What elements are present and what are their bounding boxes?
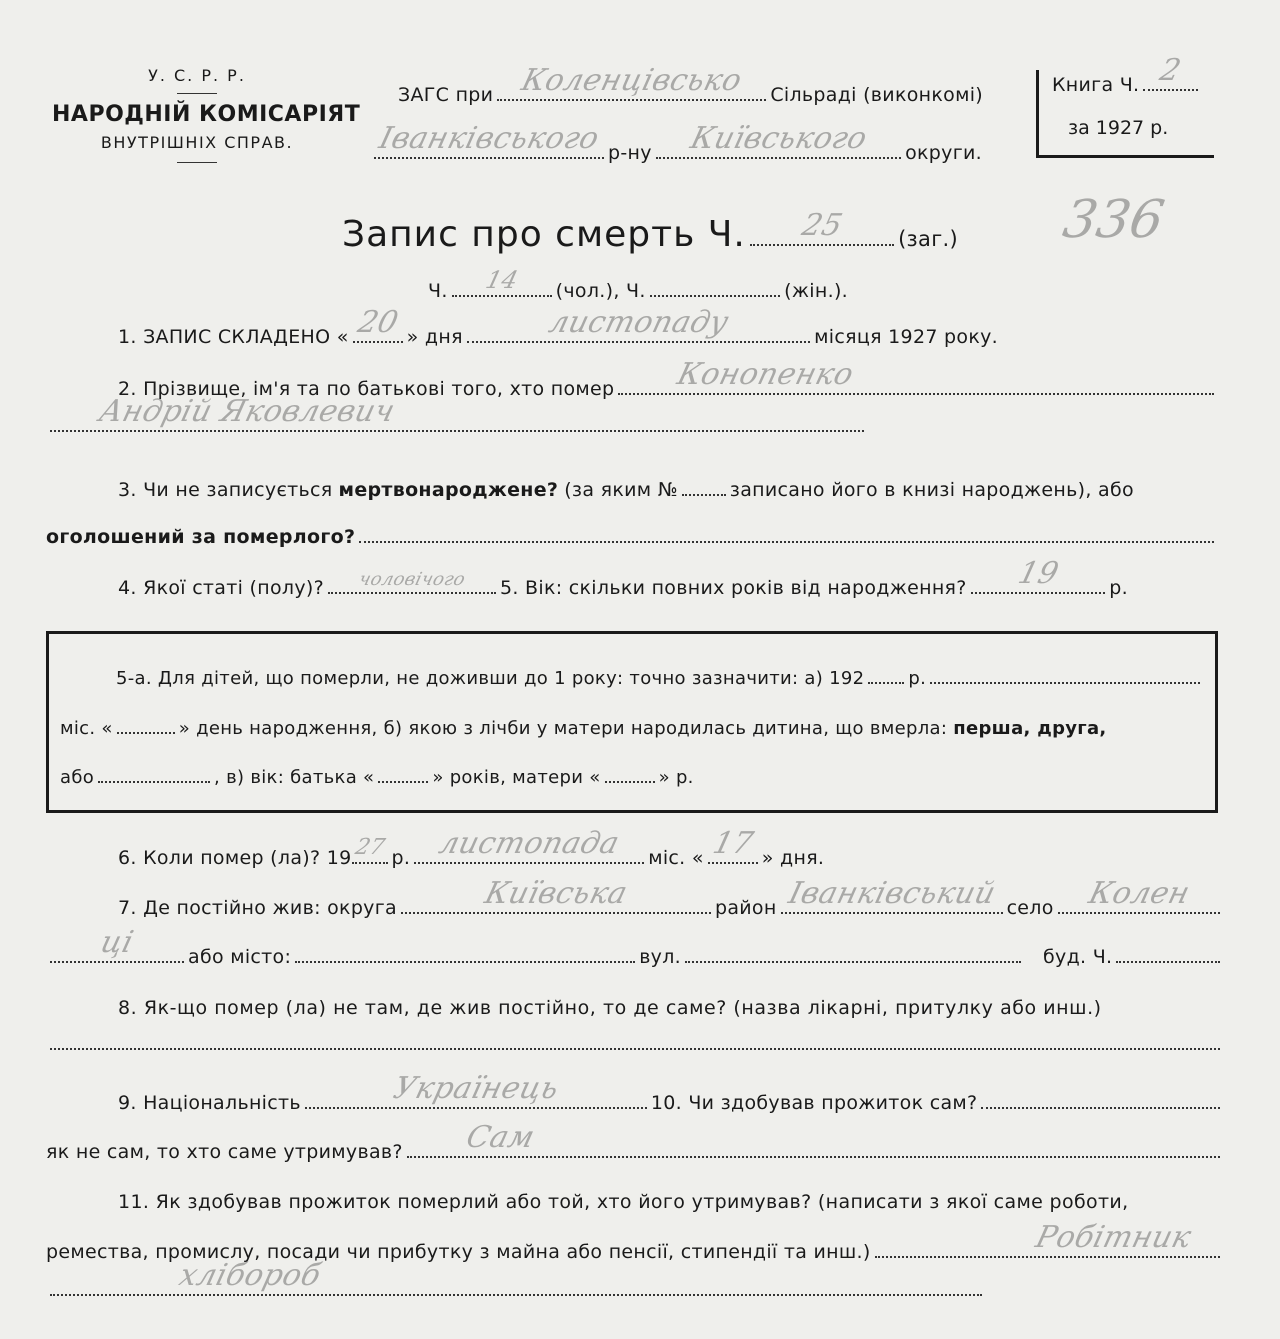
q7-line-2 (46, 925, 1224, 968)
q7-village-cont-handwritten: ці (97, 925, 138, 960)
q5a-month-field (117, 730, 175, 734)
q6-year-field (352, 835, 388, 864)
q7-okrug-field (401, 876, 711, 914)
q1-day-field (353, 305, 403, 343)
q9-line (118, 1071, 1224, 1114)
q9-nationality-field (305, 1071, 647, 1109)
q6-year-label: р. (391, 847, 411, 869)
book-number-field (1143, 53, 1198, 91)
record-number-handwritten: 25 (798, 208, 846, 243)
q5a-father-age-label: , в) вік: батька « (214, 767, 375, 788)
book-number-label: Книга Ч. (1052, 74, 1140, 96)
q8-place-field (50, 1046, 1220, 1050)
page-title: Запис про смерть Ч. (342, 214, 746, 255)
q5-label: 5. Вік: скільки повних років від народження? (499, 577, 967, 599)
district-label: р-ну (608, 142, 652, 164)
q6-day-label: » дня. (761, 847, 825, 869)
council-field (497, 63, 766, 101)
q6-year-handwritten: 27 (352, 835, 388, 860)
council-handwritten: Коленцівсько (518, 63, 746, 98)
q1-month-field (467, 305, 810, 343)
okrug-handwritten: Київського (686, 121, 871, 156)
q9-nationality-handwritten: Українець (389, 1071, 563, 1106)
q7-label: 7. Де постійно жив: округа (118, 897, 397, 919)
q7-village-field (1058, 876, 1220, 914)
male-number-field (452, 266, 552, 297)
q5a-month-label: міс. « (60, 718, 113, 739)
q5a-birth-order-label: перша, друга, (953, 718, 1107, 739)
q2-surname-field (618, 357, 1214, 395)
q1-day-handwritten: 20 (354, 305, 402, 340)
book-box-bottom-border (1036, 155, 1214, 158)
district-handwritten: Іванківського (375, 121, 603, 156)
q7-house-label: буд. Ч. (1043, 946, 1113, 968)
q11-occupation-cont-handwritten: хлібороб (175, 1258, 325, 1293)
q11-occupation-handwritten: Робітник (1031, 1220, 1195, 1255)
q6-day-field (708, 826, 758, 864)
male-number-handwritten: 14 (482, 266, 521, 294)
q5a-year-field (868, 680, 904, 684)
q8-line-2 (46, 1046, 1224, 1055)
zags-prefix-label: ЗАГС при (398, 84, 494, 106)
q2-surname-handwritten: Конопенко (674, 357, 858, 392)
book-box-left-border (1036, 70, 1039, 158)
commissariat-label: НАРОДНІЙ КОМІСАРІЯТ (52, 102, 361, 127)
book-number-line (1052, 53, 1202, 96)
q1-month-label: місяця 1927 року. (814, 326, 998, 348)
q5a-line-2 (60, 718, 1206, 739)
q3-line (118, 479, 1218, 501)
q10-supporter-label: як не сам, то хто саме утримував? (46, 1141, 403, 1163)
q5-unit-label: р. (1109, 577, 1128, 599)
q5a-line-1 (116, 668, 1204, 689)
q10-supporter-handwritten: Сам (462, 1120, 538, 1155)
q6-month-field (414, 826, 644, 864)
q3-declared-field (359, 539, 1214, 543)
title-line (342, 208, 958, 255)
q8-line (118, 997, 1228, 1019)
q5a-or-label: або (60, 767, 95, 788)
q11-label-cont: ремества, промислу, посади чи прибутку з майна або пенсії, стипендії та инш.) (46, 1241, 871, 1263)
zags-line-1 (398, 63, 983, 106)
q5a-extra-field (930, 680, 1200, 684)
q3-number-field (682, 492, 726, 496)
q10-line-2 (46, 1120, 1224, 1163)
q7-village-handwritten: Колен (1084, 876, 1194, 911)
q4-sex-handwritten: чоловічого (356, 569, 468, 590)
q7-line (118, 876, 1224, 919)
q11-occupation-field (875, 1220, 1220, 1258)
q7-city-field (295, 959, 635, 963)
q3-registry-label: записано його в книзі народжень), або (729, 479, 1134, 501)
q5a-order-field (98, 779, 210, 783)
q6-month-label: міс. « (648, 847, 704, 869)
q3-label: 3. Чи не записується (118, 479, 333, 501)
q7-city-label: або місто: (188, 946, 292, 968)
q1-label: 1. ЗАПИС СКЛАДЕНО « (118, 326, 349, 348)
q9-label: 9. Національність (118, 1092, 301, 1114)
q1-day-label: » дня (406, 326, 463, 348)
q4-sex-field (328, 569, 496, 594)
q10-supporter-field (407, 1120, 1220, 1158)
q10-label: 10. Чи здобував прожиток сам? (650, 1092, 978, 1114)
q11-label: 11. Як здобував прожиток померлий або той, хто його утримував? (написати з якої саме роботи, (118, 1191, 1129, 1213)
q7-okrug-handwritten: Київська (481, 876, 631, 911)
q7-house-field (1116, 959, 1220, 963)
okrug-label: округи. (905, 142, 982, 164)
department-label: ВНУТРІШНІХ СПРАВ. (100, 133, 294, 152)
q5a-mother-age-unit: » р. (658, 767, 694, 788)
record-number-field (750, 208, 894, 246)
q7-district-handwritten: Іванківський (784, 876, 999, 911)
q5a-mother-age-label: » років, матери « (432, 767, 601, 788)
q11-line-3 (46, 1258, 986, 1301)
q1-month-handwritten: листопаду (545, 305, 733, 340)
q6-line (118, 826, 878, 869)
q6-day-handwritten: 17 (709, 826, 757, 861)
female-label: (жін.). (784, 280, 848, 302)
okrug-field (656, 121, 901, 159)
q7-village-cont-field (50, 925, 184, 963)
q3-declared-dead-label: оголошений за померлого? (46, 526, 356, 548)
q6-label: 6. Коли помер (ла)? 19 (118, 847, 352, 869)
q11-occupation-cont-field (50, 1258, 982, 1296)
q3-line-2 (46, 526, 1218, 548)
q7-street-field (685, 959, 1021, 963)
q5a-father-age-field (378, 779, 428, 783)
q4-label: 4. Якої статі (полу)? (118, 577, 324, 599)
republic-label: У. С. Р. Р. (148, 66, 246, 85)
q7-district-field (781, 876, 1003, 914)
q11-line (118, 1191, 1228, 1213)
book-year-label: за 1927 р. (1068, 117, 1169, 139)
q2-name-handwritten: Андрій Яковлевич (95, 394, 399, 429)
q6-month-handwritten: листопада (435, 826, 623, 861)
q8-label: 8. Як-що помер (ла) не там, де жив постійно, то де саме? (назва лікарні, притулку або инш.) (118, 997, 1102, 1019)
issuer-block (52, 66, 361, 163)
q2-label: 2. Прізвище, ім'я та по батькові того, хто помер (118, 378, 615, 400)
zags-line-2 (370, 121, 982, 164)
title-sub-line (428, 266, 848, 302)
q3-number-label: (за яким № (564, 479, 678, 501)
q5-age-field (971, 556, 1106, 594)
q7-village-label: село (1006, 897, 1054, 919)
book-number-handwritten: 2 (1156, 53, 1185, 88)
q5a-line-3 (60, 767, 780, 788)
female-number-field (650, 293, 780, 297)
title-suffix: (заг.) (898, 227, 958, 251)
q5a-birthday-label: » день народження, б) якою з лічби у матери народилась дитина, що вмерла: (178, 718, 948, 739)
q5a-year-label: р. (908, 668, 927, 689)
q4-line (118, 556, 1128, 599)
q2-line-2 (46, 394, 868, 437)
q2-name-field (50, 394, 864, 432)
q10-self-field (981, 1105, 1220, 1109)
q5a-mother-age-field (605, 779, 655, 783)
q7-street-label: вул. (639, 946, 682, 968)
archive-margin-number: 336 (1058, 190, 1169, 250)
ch-label: Ч. (428, 280, 448, 302)
q1-line (118, 305, 998, 348)
q7-district-label: район (714, 897, 777, 919)
q3-stillborn-label: мертвонароджене? (338, 479, 559, 501)
male-label: (чол.), Ч. (555, 280, 646, 302)
council-label: Сільраді (виконкомі) (770, 84, 983, 106)
district-field (374, 121, 604, 159)
q5a-label: 5-а. Для дітей, що померли, не доживши до 1 року: точно зазначити: а) 192 (116, 668, 865, 689)
q5-age-handwritten: 19 (1014, 556, 1062, 591)
